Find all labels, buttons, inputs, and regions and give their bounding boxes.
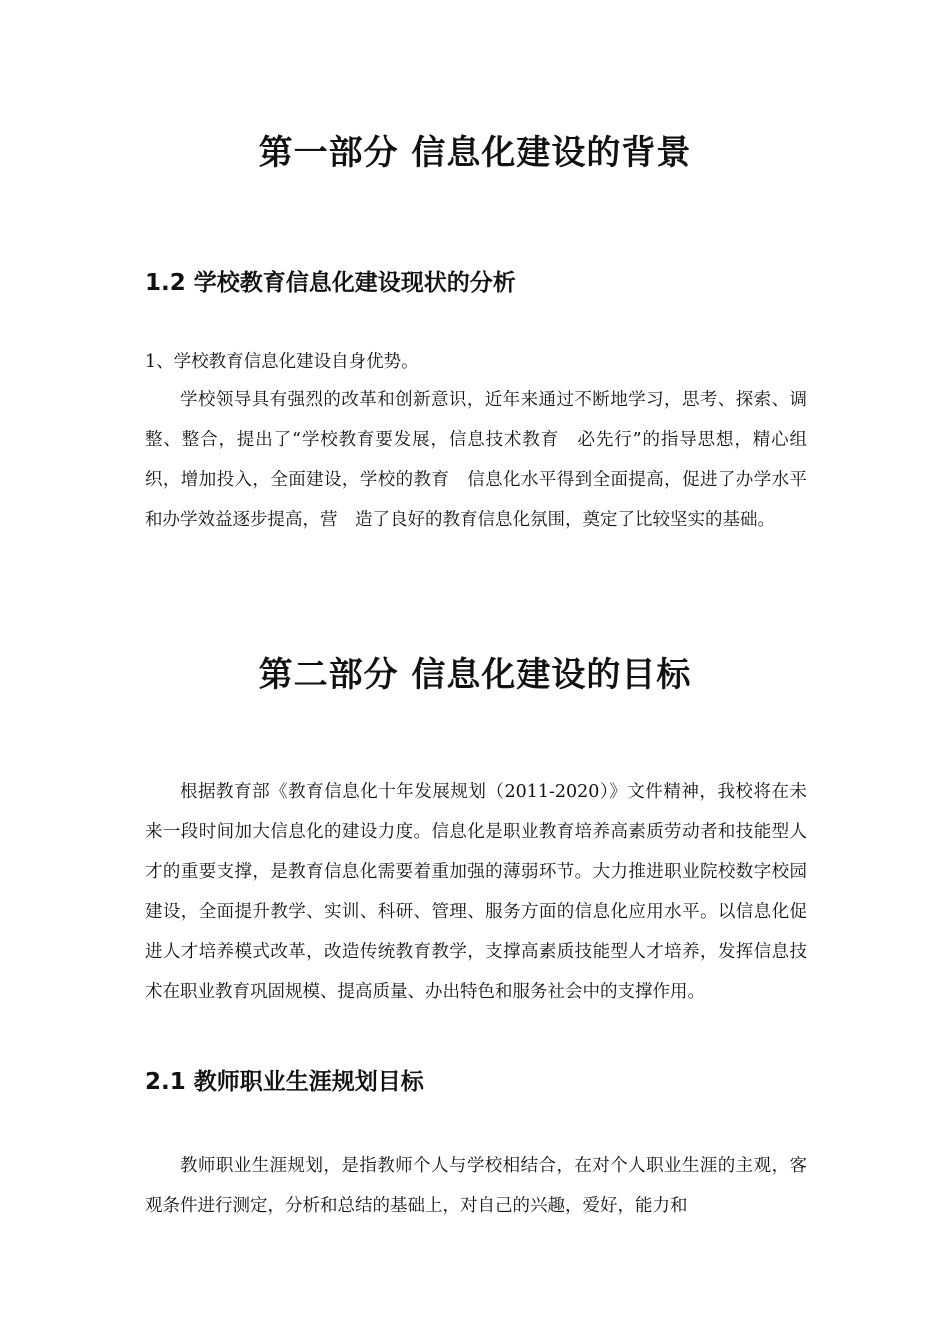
section-1-2-paragraph: 学校领导具有强烈的改革和创新意识，近年来通过不断地学习，思考、探索、调整、整合，提出了“学校教育要发展，信息技术教育 必先行”的指导思想，精心组织，增加投入，全面建设，学校的教育 信息化水平得到全面提高，促进了办学水平和办学效益逐步提高，营 造了良好的教育信息化氛围，奠定了比较坚实的基础。: [145, 390, 807, 530]
part-2-title: 第二部分 信息化建设的目标: [258, 655, 692, 695]
section-1-2-heading: 1.2 学校教育信息化建设现状的分析: [145, 270, 516, 296]
part-2-paragraph: 根据教育部《教育信息化十年发展规划（2011-2020）》文件精神，我校将在未来一段时间加大信息化的建设力度。信息化是职业教育培养高素质劳动者和技能型人才的重要支撑，是教育信息化需要着重加强的薄弱环节。大力推进职业院校数字校园建设，全面提升教学、实训、科研、管理、服务方面的信息化应用水平。以信息化促进人才培养模式改革，改造传统教育教学，支撑高素质技能型人才培养，发挥信息技术在职业教育巩固规模、提高质量、办出特色和服务社会中的支撑作用。: [145, 782, 807, 1002]
section-2-1-heading: 2.1 教师职业生涯规划目标: [145, 1069, 424, 1095]
section-2-1-paragraph: 教师职业生涯规划，是指教师个人与学校相结合，在对个人职业生涯的主观，客观条件进行测定，分析和总结的基础上，对自己的兴趣，爱好，能力和: [145, 1156, 807, 1216]
list-item-1: 1、学校教育信息化建设自身优势。: [145, 352, 419, 372]
part-1-title: 第一部分 信息化建设的背景: [258, 133, 692, 173]
